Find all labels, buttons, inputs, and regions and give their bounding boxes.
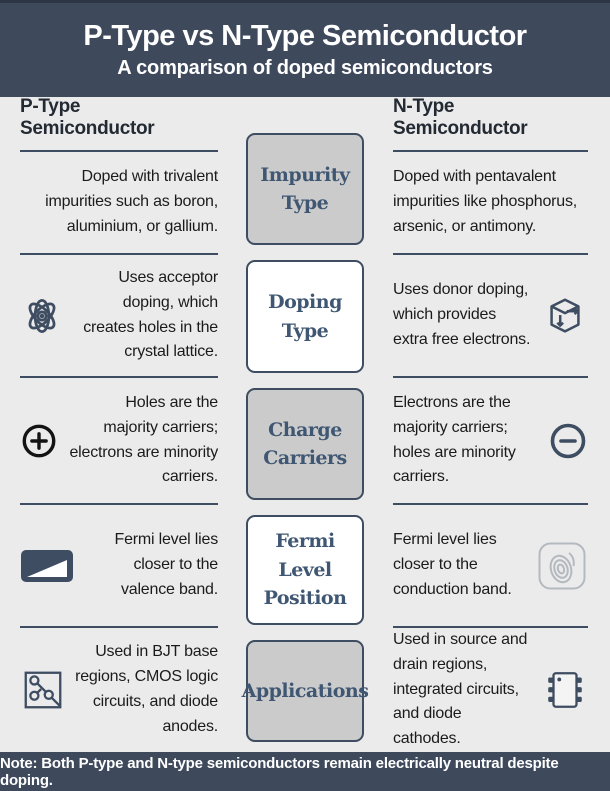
chip-icon xyxy=(542,667,588,713)
n-impurity-text: Doped with pentavalent impurities like phosphorus, arsenic, or antimony. xyxy=(393,168,578,235)
category-box-fermi-level-position: Fermi Level Position xyxy=(246,515,364,625)
cube-arrows-icon xyxy=(542,293,588,339)
n-row-doping-type xyxy=(393,255,588,378)
page-subtitle: A comparison of doped semiconductors xyxy=(117,57,493,79)
comparison-grid xyxy=(0,97,610,752)
header-banner xyxy=(0,0,610,97)
p-type-column xyxy=(0,97,232,752)
footer-note-text: Note: Both P-type and N-type semiconductors remain electrically neutral despite doping. xyxy=(0,754,559,789)
p-row-charge-carriers xyxy=(20,378,218,505)
footer-note xyxy=(0,752,610,791)
p-type-column-header: P-Type Semiconductor xyxy=(20,97,218,152)
p-row-doping-type xyxy=(20,255,218,378)
p-fermi-text: Fermi level lies closer to the valence band. xyxy=(114,531,218,598)
n-doping-text: Uses donor doping, which provides extra free electrons. xyxy=(393,281,531,348)
n-row-charge-carriers xyxy=(393,378,588,505)
category-box-applications: Applications xyxy=(246,640,364,742)
p-impurity-text: Doped with trivalent impurities such as boron, aluminium, or gallium. xyxy=(45,168,218,235)
category-column xyxy=(232,97,378,752)
n-type-column-header: N-Type Semiconductor xyxy=(393,97,588,152)
p-row-impurity-type xyxy=(20,152,218,255)
p-doping-text: Uses acceptor doping, which creates holes in the crystal lattice. xyxy=(83,268,218,361)
p-row-applications xyxy=(20,628,218,752)
atom-icon xyxy=(20,294,64,338)
n-row-fermi-level xyxy=(393,505,588,628)
plus-circle-icon xyxy=(20,422,58,460)
slope-icon xyxy=(20,547,74,585)
fingerprint-icon xyxy=(536,540,588,592)
n-row-applications xyxy=(393,628,588,752)
category-box-charge-carriers: Charge Carriers xyxy=(246,388,364,500)
page-title: P-Type vs N-Type Semiconductor xyxy=(83,20,527,52)
category-box-impurity-type: Impurity Type xyxy=(246,133,364,245)
minus-circle-icon xyxy=(548,421,588,461)
p-applications-text: Used in BJT base regions, CMOS logic circuits, and diode anodes. xyxy=(75,643,218,735)
category-box-doping-type: Doping Type xyxy=(246,260,364,373)
n-row-impurity-type xyxy=(393,152,588,255)
p-row-fermi-level xyxy=(20,505,218,628)
n-type-column xyxy=(378,97,610,752)
n-carriers-text: Electrons are the majority carriers; holes are minority carriers. xyxy=(393,393,516,486)
p-carriers-text: Holes are the majority carriers; electrons are minority carriers. xyxy=(69,393,218,486)
circuit-board-icon xyxy=(20,667,66,713)
n-fermi-text: Fermi level lies closer to the conduction band. xyxy=(393,531,512,598)
n-applications-text: Used in source and drain regions, integrated circuits, and diode cathodes. xyxy=(393,631,528,748)
